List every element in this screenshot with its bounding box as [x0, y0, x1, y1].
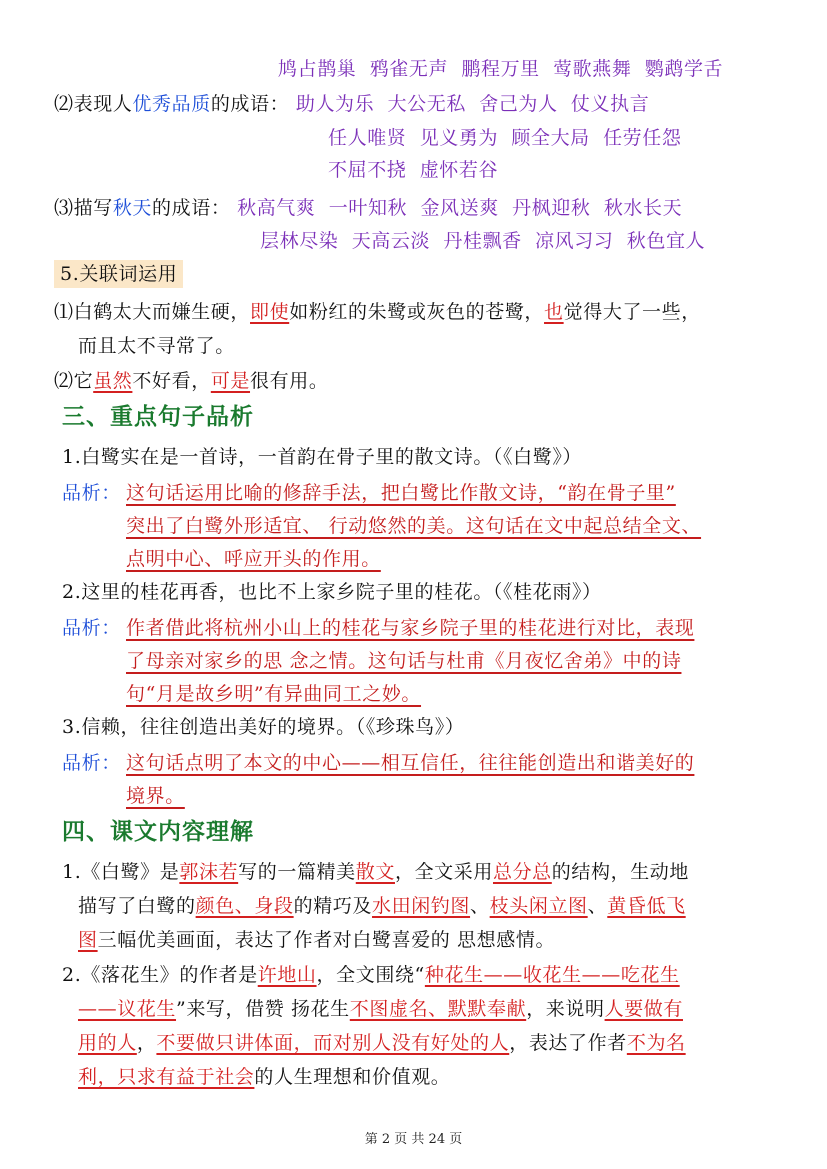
- idiom: 见义勇为: [419, 127, 499, 149]
- conjunction: 也: [544, 301, 564, 323]
- autumn-suffix: 的成语：: [152, 197, 231, 219]
- idiom: 鸦雀无声: [369, 58, 449, 80]
- idiom: 顾全大局: [511, 127, 590, 149]
- autumn-prefix: ⑶描写: [54, 197, 113, 219]
- content-2-line2: [78, 995, 683, 1023]
- answer: 用的人: [78, 1032, 137, 1054]
- content-1-line2: [78, 892, 686, 920]
- text: 的结构，生动地: [551, 861, 689, 883]
- analysis-text: 突出了白鹭外形适宜、 行动悠然的美。这句话在文中起总结全文、: [126, 515, 702, 537]
- idiom: 秋水长天: [603, 197, 683, 219]
- text: ，表达了作者: [509, 1032, 627, 1054]
- quality-keyword: 优秀品质: [132, 93, 211, 115]
- answer: ——议花生: [78, 998, 177, 1020]
- idiom: 秋色宜人: [626, 230, 706, 252]
- analysis-label: 品析：: [62, 482, 121, 504]
- text: 如粉红的朱鹭或灰色的苍鹭，: [289, 301, 545, 323]
- answer: 黄昏低飞: [607, 895, 686, 917]
- answer: 许地山: [257, 964, 317, 986]
- conjunction: 虽然: [93, 370, 133, 392]
- idiom-row-birds: [278, 55, 723, 83]
- analysis-text: 这句话点明了本文的中心——相互信任，往往能创造出和谐美好的: [126, 752, 695, 774]
- key-sentence-2: 2.这里的桂花再香，也比不上家乡院子里的桂花。（《桂花雨》）: [62, 581, 602, 603]
- content-2-line4: [78, 1063, 450, 1091]
- analysis-label: 品析：: [62, 752, 121, 774]
- idiom: 丹枫迎秋: [512, 197, 591, 219]
- answer: 散文: [355, 861, 395, 883]
- text: ，全文采用: [394, 861, 493, 883]
- answer: 不图虚名、默默奉献: [349, 998, 527, 1020]
- analysis-label: 品析：: [62, 617, 121, 639]
- idiom: 凉风习习: [535, 230, 614, 252]
- idiom: 鸠占鹊巢: [278, 58, 357, 80]
- text: 的精巧及: [293, 895, 373, 917]
- content-1-line1: [62, 858, 689, 886]
- text: 写的一篇精美: [238, 861, 356, 883]
- idiom: 不屈不挠: [328, 159, 407, 181]
- answer: 不为名: [626, 1032, 686, 1054]
- idiom: 一叶知秋: [328, 197, 408, 219]
- analysis-text: 这句话运用比喻的修辞手法，把白鹭比作散文诗，“韵在骨子里”: [126, 482, 676, 504]
- text: 三幅优美画面，表达了作者对白鹭喜爱的 思想感情。: [97, 929, 556, 951]
- text: ，来说明: [526, 998, 605, 1020]
- idiom: 大公无私: [387, 93, 466, 115]
- text: 描写了白鹭的: [78, 895, 196, 917]
- analysis-text: 了母亲对家乡的思 念之情。这句话与杜甫《月夜忆舍弟》中的诗: [126, 650, 682, 672]
- answer: 枝头闲立图: [489, 895, 588, 917]
- section-title-key-sentences: 三、重点句子品析: [62, 404, 254, 430]
- analysis-3-line2: [126, 782, 185, 810]
- answer: 颜色、身段: [195, 895, 294, 917]
- idiom: 仗义执言: [570, 93, 650, 115]
- answer: 人要做有: [604, 998, 683, 1020]
- analysis-3-line1: [126, 749, 694, 777]
- analysis-1-line2: [126, 512, 701, 540]
- text: 的人生理想和价值观。: [254, 1066, 451, 1088]
- quality-idioms-row3: [328, 156, 498, 184]
- content-2-line3: [78, 1029, 686, 1057]
- text: 不好看，: [132, 370, 211, 392]
- analysis-text: 句“月是故乡明”有异曲同工之妙。: [126, 683, 422, 705]
- quality-prefix: ⑵表现人: [54, 93, 133, 115]
- quality-suffix: 的成语：: [210, 93, 290, 115]
- quality-idioms-row2: [328, 124, 681, 152]
- answer: 种花生——收花生——吃花生: [424, 964, 680, 986]
- idiom: 层林尽染: [260, 230, 339, 252]
- idiom: 任人唯贤: [328, 127, 407, 149]
- text: ”来写，借赞 扬花生: [176, 998, 350, 1020]
- text: 觉得大了一些，: [563, 301, 701, 323]
- analysis-2-line2: [126, 647, 681, 675]
- idiom: 任劳任怨: [603, 127, 682, 149]
- text: 、: [587, 895, 608, 917]
- page-footer: 第 2 页 共 24 页: [364, 1132, 463, 1147]
- answer: 利，只求有益于社会: [78, 1066, 255, 1088]
- answer: 郭沫若: [179, 861, 239, 883]
- analysis-text: 作者借此将杭州小山上的桂花与家乡院子里的桂花进行对比，表现: [126, 617, 695, 639]
- idiom: 助人为乐: [295, 93, 375, 115]
- text: ⑵它: [54, 370, 94, 392]
- autumn-keyword: 秋天: [112, 197, 153, 219]
- answer: 总分总: [492, 861, 552, 883]
- key-sentence-1: 1.白鹭实在是一首诗，一首韵在骨子里的散文诗。（《白鹭》）: [62, 446, 583, 468]
- answer: 不要做只讲体面，而对别人没有好处的人: [156, 1032, 510, 1054]
- idiom: 莺歌燕舞: [553, 58, 632, 80]
- content-1-line3: [78, 926, 555, 954]
- idiom: 天高云淡: [351, 230, 431, 252]
- text: ，: [136, 1032, 157, 1054]
- content-2-line1: [62, 961, 680, 989]
- conjunction: 可是: [210, 370, 251, 392]
- autumn-idioms-row2: [260, 227, 705, 255]
- text: ，全文围绕“: [316, 964, 425, 986]
- quality-idioms-line: [54, 90, 649, 118]
- text: 1.《白鹭》是: [62, 861, 180, 883]
- autumn-idioms-line: [54, 194, 682, 222]
- text: 很有用。: [250, 370, 329, 392]
- analysis-text: 境界。: [126, 785, 185, 807]
- conjunction-example-1-cont: 而且太不寻常了。: [78, 335, 235, 357]
- idiom: 丹桂飘香: [443, 230, 522, 252]
- answer: 水田闲钓图: [372, 895, 471, 917]
- conjunction-example-1: [54, 298, 701, 326]
- idiom: 鹦鹉学舌: [644, 58, 724, 80]
- idiom: 鹏程万里: [461, 58, 540, 80]
- text: 、: [470, 895, 490, 917]
- analysis-1-line3: [126, 545, 381, 573]
- idiom: 虚怀若谷: [419, 159, 499, 181]
- text: ⑴白鹤太大而嫌生硬，: [54, 301, 251, 323]
- idiom: 秋高气爽: [237, 197, 316, 219]
- text: 2.《落花生》的作者是: [62, 964, 258, 986]
- answer: 图: [78, 929, 98, 951]
- subsection-title: 5.关联词运用: [54, 260, 183, 288]
- idiom: 舍己为人: [479, 93, 558, 115]
- conjunction: 即使: [250, 301, 290, 323]
- idiom: 金风送爽: [420, 197, 499, 219]
- analysis-2-line3: [126, 680, 421, 708]
- analysis-1-line1: [126, 479, 676, 507]
- section-title-content-understanding: 四、课文内容理解: [62, 819, 254, 845]
- analysis-text: 点明中心、呼应开头的作用。: [126, 548, 381, 570]
- analysis-2-line1: [126, 614, 694, 642]
- key-sentence-3: 3.信赖，往往创造出美好的境界。（《珍珠鸟》）: [62, 716, 465, 738]
- conjunction-example-2: [54, 367, 328, 395]
